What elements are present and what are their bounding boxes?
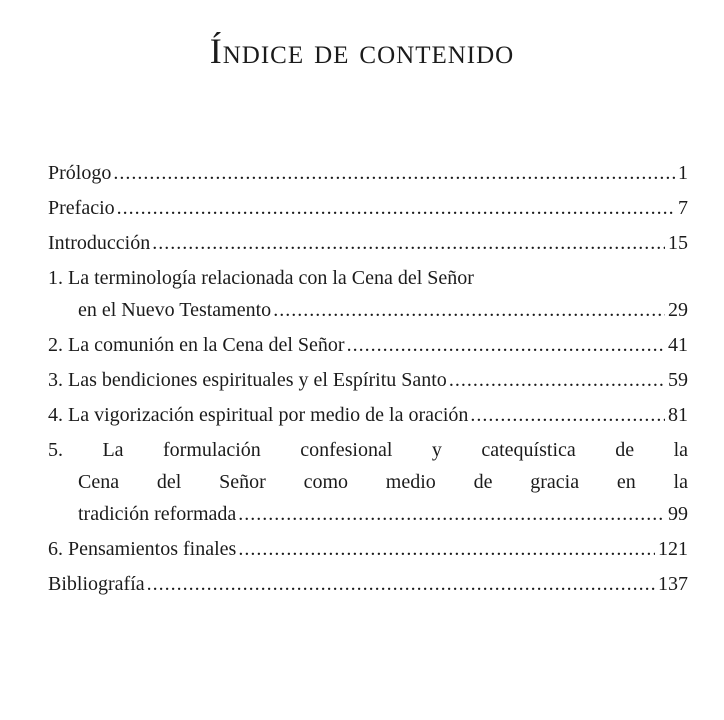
table-of-contents (48, 157, 688, 603)
toc-entry-label: Introducción (48, 232, 151, 254)
toc-entry-prefacio[interactable] (48, 192, 688, 224)
toc-entry-chapter-5[interactable] (48, 434, 688, 530)
toc-entry-bibliografia[interactable] (48, 568, 688, 600)
toc-entry-label: Bibliografía (48, 573, 145, 595)
toc-entry-label: 6. Pensamientos finales (48, 538, 237, 560)
toc-entry-label: tradición reformada (78, 503, 237, 525)
toc-entry-introduccion[interactable] (48, 227, 688, 259)
toc-entry-chapter-4[interactable] (48, 399, 688, 431)
toc-entry-chapter-2[interactable] (48, 329, 688, 361)
dot-leader (470, 399, 665, 431)
dot-leader (449, 364, 665, 396)
toc-page-number: 137 (658, 573, 688, 595)
toc-entry-label: 3. Las bendiciones espirituales y el Espíritu Santo (48, 369, 447, 391)
toc-entry-label: Prólogo (48, 162, 112, 184)
page-title: Índice de contenido (209, 31, 515, 71)
toc-page-number: 1 (678, 162, 688, 184)
dot-leader (147, 568, 655, 600)
toc-page-number: 7 (678, 197, 688, 219)
dot-leader (238, 533, 655, 565)
toc-page-number: 81 (668, 404, 688, 426)
toc-entry-label: Prefacio (48, 197, 115, 219)
dot-leader (117, 192, 675, 224)
toc-page-number: 15 (668, 232, 688, 254)
dot-leader (273, 294, 665, 326)
toc-entry-title-line: 5. La formulación confesional y catequística de la (48, 439, 688, 461)
toc-entry-label: 4. La vigorización espiritual por medio de la oración (48, 404, 469, 426)
toc-entry-chapter-3[interactable] (48, 364, 688, 396)
toc-entry-chapter-6[interactable] (48, 533, 688, 565)
dot-leader (347, 329, 665, 361)
toc-entry-chapter-1[interactable] (48, 262, 688, 326)
toc-page-number: 59 (668, 369, 688, 391)
toc-entry-title-line: Cena del Señor como medio de gracia en la (78, 471, 688, 493)
dot-leader (238, 498, 665, 530)
dot-leader (152, 227, 665, 259)
toc-entry-label: 2. La comunión en la Cena del Señor (48, 334, 345, 356)
toc-page-number: 41 (668, 334, 688, 356)
toc-page-number: 121 (658, 538, 688, 560)
dot-leader (113, 157, 675, 189)
toc-page-number: 99 (668, 503, 688, 525)
toc-entry-label: en el Nuevo Testamento (78, 299, 272, 321)
toc-page-number: 29 (668, 299, 688, 321)
toc-entry-prologo[interactable] (48, 157, 688, 189)
toc-entry-title-line: 1. La terminología relacionada con la Cena del Señor (48, 267, 474, 289)
